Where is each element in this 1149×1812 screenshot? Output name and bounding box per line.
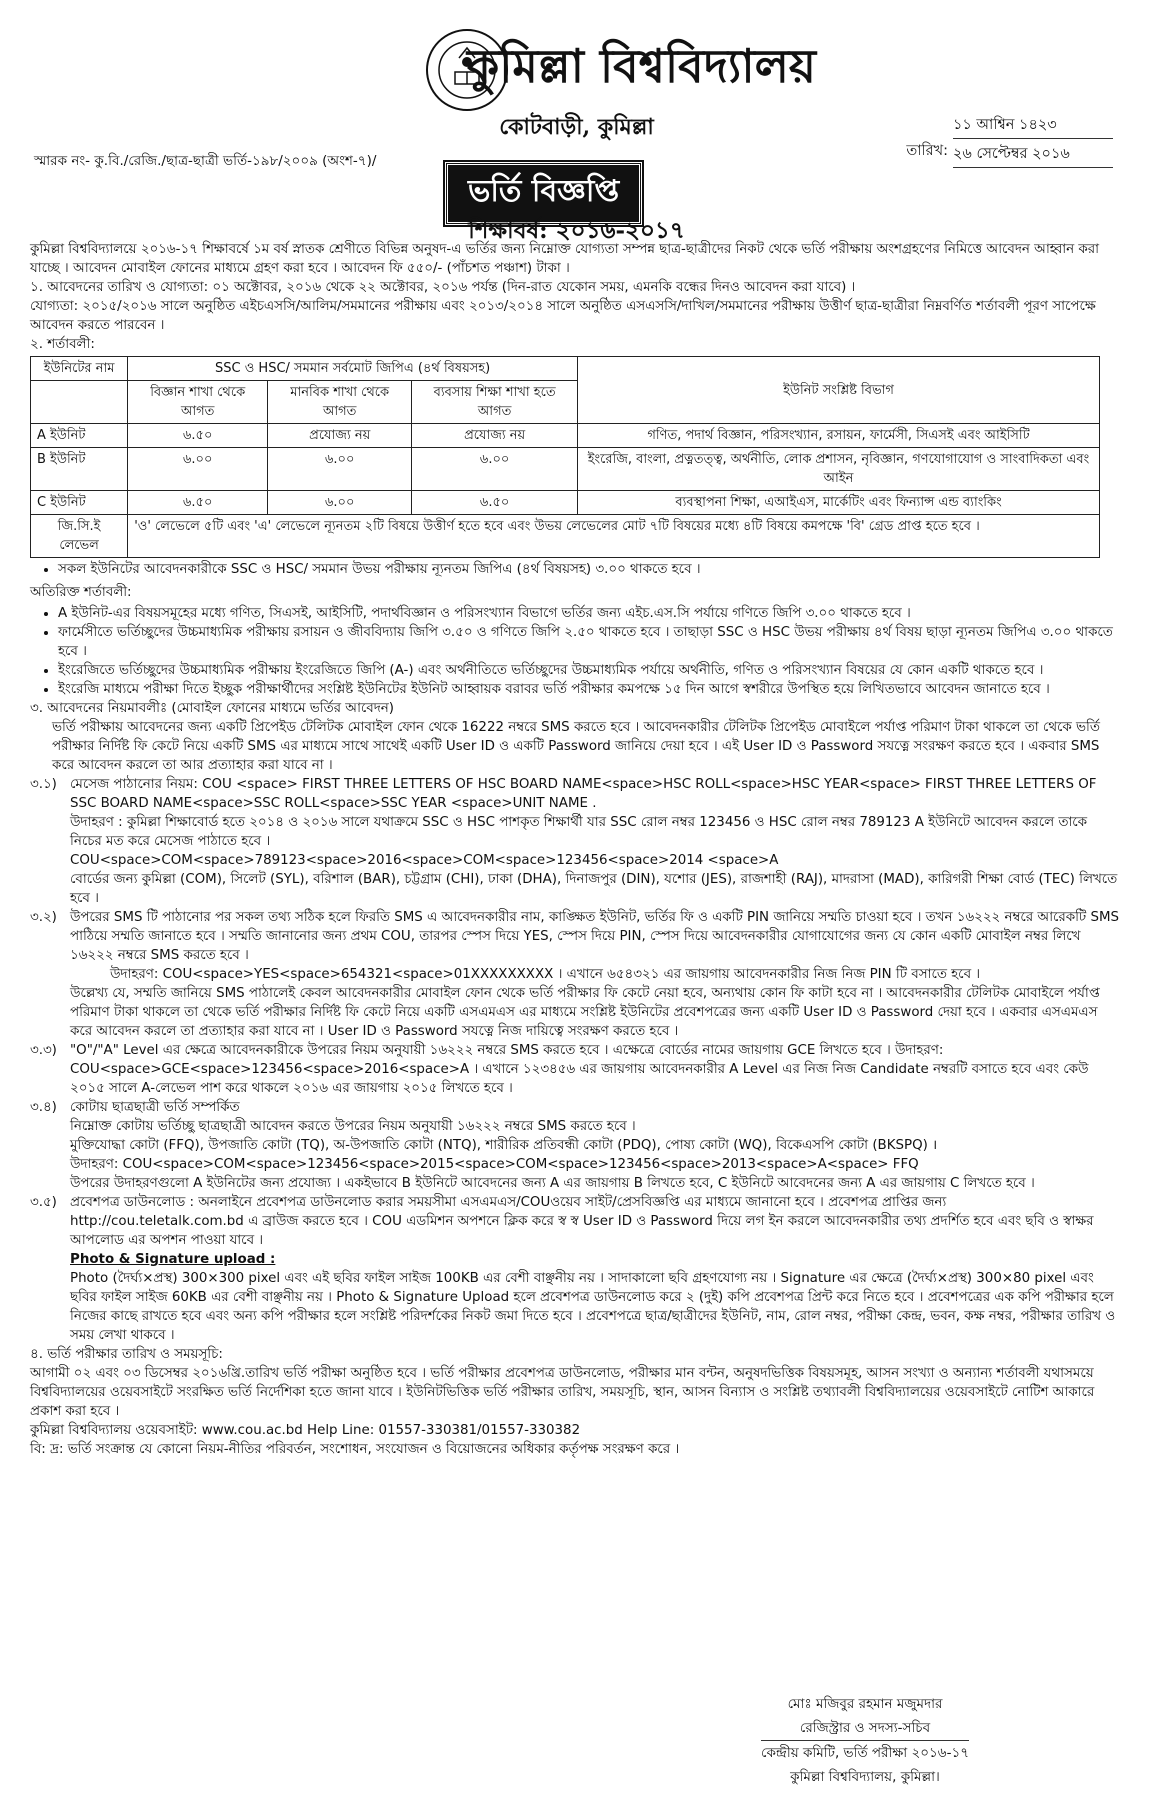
quota-title: কোটায় ছাত্রছাত্রী ভর্তি সম্পর্কিত	[70, 1100, 240, 1115]
section-3-body: ভর্তি পরীক্ষায় আবেদনের জন্য একটি প্রিপেইড টেলিটক মোবাইল ফোন থেকে 16222 নম্বরে SMS করতে হবে । আবেদনকারীর টেলিটক প্রিপেইড মোবাইলে পর্যাপ্ত পরিমাণ টাকা থাকলে তা থেকে ভর্তি পরীক্ষার নির্দিষ্ট ফি কেটে নিয়ে একটি SMS এর মাধ্যমে সাথে সাথেই একটি User ID ও একটি Password জানিয়ে দেয়া হবে । এই User ID ও Password সযত্নে সংরক্ষণ করতে হবে । একবার SMS করে আবেদন করলে তা আর প্রত্যাহার করা যাবে না ।	[52, 720, 1100, 773]
section-number: ৩.৫)	[30, 1195, 57, 1210]
board-codes: বোর্ডের জন্য কুমিল্লা (COM), সিলেট (SYL), বরিশাল (BAR), চট্টগ্রাম (CHI), ঢাকা (DHA), দিনাজপুর (DIN), যশোর (JES), রাজশাহী (RAJ), মাদরাসা (MAD), কারিগরী শিক্ষা বোর্ড (TEC) লিখতে হবে ।	[70, 872, 1118, 906]
cell-humanities: ৬.০০	[268, 448, 412, 491]
cell-science: ৬.৫০	[128, 491, 268, 515]
photo-upload-title: Photo & Signature upload :	[70, 1252, 276, 1267]
signatory-name: মোঃ মজিবুর রহমান মজুমদার	[787, 1696, 943, 1712]
confirm-instruction: উপরের SMS টি পাঠানোর পর সকল তথ্য সঠিক হলে ফিরতি SMS এ আবেদনকারীর নাম, কাঙ্ক্ষিত ইউনিট, ভর্তির ফি ও একটি PIN জানিয়ে সম্মতি চাওয়া হবে । তখন ১৬২২২ নম্বরে আরেকটি SMS পাঠিয়ে সম্মতি জানাতে হবে । সম্মতি জানানোর জন্য প্রথম COU, তারপর স্পেস দিয়ে YES, স্পেস দিয়ে PIN, স্পেস দিয়ে আবেদনকারীর যোগাযোগের জন্য যে কোন একটি মোবাইল নম্বর লিখে ১৬২২২ নম্বরে SMS করতে হবে ।	[70, 910, 1120, 963]
cell-unit: B ইউনিট	[31, 448, 128, 491]
cell-unit: A ইউনিট	[31, 424, 128, 448]
date-block	[906, 112, 1113, 170]
section-number: ৩.৩)	[30, 1043, 57, 1058]
table-row	[31, 515, 1100, 558]
document-body	[30, 240, 1123, 1459]
date-english: ২৬ সেপ্টেম্বর ২০১৬	[953, 141, 1113, 168]
academic-session: শিক্ষাবর্ষ: ২০১৬-২০১৭	[468, 217, 685, 244]
section-3-2	[30, 908, 1123, 1041]
th-science: বিজ্ঞান শাখা থেকে আগত	[128, 381, 268, 424]
intro-paragraph: কুমিল্লা বিশ্ববিদ্যালয়ে ২০১৬-১৭ শিক্ষাবর্ষে ১ম বর্ষ স্নাতক শ্রেণীতে বিভিন্ন অনুষদ-এ ভর্তির জন্য নিম্নোক্ত যোগ্যতা সম্পন্ন ছাত্র-ছাত্রীদের নিকট থেকে ভর্তি পরীক্ষায় অংশগ্রহণের নিমিত্তে আবেদন আহ্বান করা যাচ্ছে । আবেদন মোবাইল ফোনের মাধ্যমে গ্রহণ করা হবে । আবেদন ফি ৫৫০/- (পাঁচশত পঞ্চাশ) টাকা ।	[30, 242, 1099, 276]
signatory-title: রেজিস্ট্রার ও সদস্য-সচিব	[799, 1720, 931, 1736]
cell-science: ৬.০০	[128, 448, 268, 491]
requirements-table	[30, 356, 1100, 558]
extra-conditions-title: অতিরিক্ত শর্তাবলী:	[30, 585, 132, 600]
cell-business: প্রযোজ্য নয়	[412, 424, 578, 448]
cell-humanities: ৬.০০	[268, 491, 412, 515]
notice-title: ভর্তি বিজ্ঞপ্তি	[445, 162, 642, 225]
header	[30, 22, 1123, 244]
university-name: কুমিল্লা বিশ্ববিদ্যালয়	[467, 39, 816, 93]
all-units-note: • সকল ইউনিটের আবেদনকারীকে SSC ও HSC/ সমমান উভয় পরীক্ষায় ন্যূনতম জিপিএ (৪র্থ বিষয়সহ) ৩.০০ থাকতে হবে ।	[58, 560, 1123, 579]
section-3-4	[30, 1098, 1123, 1193]
date-bangla: ১১ আশ্বিন ১৪২৩	[953, 112, 1113, 139]
cell-gce-text: 'ও' লেভেলে ৫টি এবং 'এ' লেভেলে ন্যূনতম ২টি বিষয়ে উত্তীর্ণ হতে হবে এবং উভয় লেভেলের মোট ৭টি বিষয়ের মধ্যে ৪টি বিষয়ে কমপক্ষে 'বি' গ্রেড প্রাপ্ত হতে হবে ।	[128, 515, 1100, 558]
sms-example: উদাহরণ : কুমিল্লা শিক্ষাবোর্ড হতে ২০১৪ ও ২০১৬ সালে যথাক্রমে SSC ও HSC পাশকৃত শিক্ষার্থী যার SSC রোল নম্বর 123456 ও HSC রোল নম্বর 789123 A ইউনিটে আবেদন করলে তাকে নিচের মত করে মেসেজ পাঠাতে হবে ।	[70, 815, 1088, 849]
cell-humanities: প্রযোজ্য নয়	[268, 424, 412, 448]
admit-card-download: প্রবেশপত্র ডাউনলোড : অনলাইনে প্রবেশপত্র ডাউনলোড করার সময়সীমা এসএমএস/COUওয়েব সাইট/প্রেসবিজ্ঞপ্তি এর মাধ্যমে জানানো হবে । প্রবেশপত্র প্রাপ্তির জন্য http://cou.teletalk.com.bd এ ব্রাউজ করতে হবে । COU এডমিশন অপশনে ক্লিক করে স্ব স্ব User ID ও Password দিয়ে লগ ইন করলে আবেদনকারীর তথ্য প্রদর্শিত হবে এবং ছবি ও স্বাক্ষর আপলোড এর অপশন পাওয়া যাবে ।	[70, 1195, 1094, 1248]
section-3-1	[30, 775, 1123, 908]
table-row	[31, 424, 1100, 448]
th-gpa: SSC ও HSC/ সমমান সর্বমোট জিপিএ (৪র্থ বিষয়সহ)	[128, 357, 578, 381]
cell-dept: গণিত, পদার্থ বিজ্ঞান, পরিসংখ্যান, রসায়ন, ফার্মেসী, সিএসই এবং আইসিটি	[578, 424, 1100, 448]
website-helpline: কুমিল্লা বিশ্ববিদ্যালয় ওয়েবসাইট: www.cou.ac.bd Help Line: 01557-330381/01557-330382	[30, 1423, 581, 1438]
confirm-example: উদাহরণ: COU<space>YES<space>654321<space>01XXXXXXXXX । এখানে ৬৫৪৩২১ এর জায়গায় আবেদনকারীর নিজ নিজ PIN টি বসাতে হবে ।	[110, 967, 981, 982]
cell-science: ৬.৫০	[128, 424, 268, 448]
cell-unit: C ইউনিট	[31, 491, 128, 515]
section-3-5	[30, 1193, 1123, 1250]
cell-dept: ব্যবস্থাপনা শিক্ষা, এআইএস, মার্কেটিং এবং ফিন্যান্স এন্ড ব্যাংকিং	[578, 491, 1100, 515]
date-label: তারিখ:	[906, 143, 948, 159]
table-row	[31, 448, 1100, 491]
section-number: ৩.২)	[30, 910, 57, 925]
extra-condition: • ইংরেজি মাধ্যমে পরীক্ষা দিতে ইচ্ছুক পরীক্ষার্থীদের সংশ্লিষ্ট ইউনিটের ইউনিট আহ্বায়ক বরাবর ভর্তি পরীক্ষার কমপক্ষে ১৫ দিন আগে স্বশরীরে উপস্থিত হয়ে লিখিতভাবে আবেদন জানাতে হবে ।	[58, 680, 1123, 699]
th-business: ব্যবসায় শিক্ষা শাখা হতে আগত	[412, 381, 578, 424]
committee-name: কেন্দ্রীয় কমিটি, ভর্তি পরীক্ষা ২০১৬-১৭	[761, 1740, 969, 1765]
section-4-title: ৪. ভর্তি পরীক্ষার তারিখ ও সময়সূচি:	[30, 1347, 223, 1362]
confirm-note: উল্লেখ্য যে, সম্মতি জানিয়ে SMS পাঠালেই কেবল আবেদনকারীর মোবাইল ফোন থেকে ভর্তি পরীক্ষার ফি কেটে নেয়া হবে, অন্যথায় কোন ফি কাটা হবে না । আবেদনকারীর টেলিটক মোবাইলে পর্যাপ্ত পরিমাণ টাকা থাকলে তা থেকে ভর্তি পরীক্ষার নির্দিষ্ট ফি কেটে নিয়ে একটি এসএমএস এর মাধ্যমে সংশ্লিষ্ট ইউনিটের প্রবেশপত্রের জন্য একটি User ID ও Password দেয়া হবে । একবার এসএমএস করে আবেদন করলে তা প্রত্যাহার করা যাবে না । User ID ও Password সযত্নে নিজ দায়িত্বে সংরক্ষণ করতে হবে ।	[70, 986, 1100, 1039]
quota-text: নিম্নোক্ত কোটায় ভর্তিচ্ছু ছাত্রছাত্রী আবেদন করতে উপরের নিয়ম অনুযায়ী ১৬২২২ নম্বরে SMS করতে হবে ।	[70, 1119, 636, 1134]
university-address: কোটবাড়ী, কুমিল্লা	[499, 114, 654, 140]
quota-example: উদাহরণ: COU<space>COM<space>123456<space>2015<space>COM<space>123456<space>2013<space>A<space> FFQ	[70, 1157, 919, 1172]
table-row	[31, 491, 1100, 515]
footnote: বি: দ্র: ভর্তি সংক্রান্ত যে কোনো নিয়ম-নীতির পরিবর্তন, সংশোধন, সংযোজন ও বিয়োজনের অধিকার কর্তৃপক্ষ সংরক্ষণ করে ।	[30, 1442, 680, 1457]
quota-note: উপরের উদাহরণগুলো A ইউনিটের জন্য প্রযোজ্য । একইভাবে B ইউনিটে আবেদনের জন্য A এর জায়গায় B লিখতে হবে, C ইউনিটে আবেদনের জন্য A এর জায়গায় C লিখতে হবে ।	[70, 1176, 1035, 1191]
th-unit: ইউনিটের নাম	[31, 357, 128, 381]
section-4-body: আগামী ০২ এবং ০৩ ডিসেম্বর ২০১৬খ্রি.তারিখ ভর্তি পরীক্ষা অনুষ্ঠিত হবে । ভর্তি পরীক্ষার প্রবেশপত্র ডাউনলোড, পরীক্ষার মান বন্টন, অনুষদভিত্তিক বিষয়সমূহ, আসন সংখ্যা ও অন্যান্য শর্তাবলী যথাসময়ে বিশ্ববিদ্যালয়ের ওয়েবসাইটে সংরক্ষিত ভর্তি নির্দেশিকা হতে জানা যাবে । ইউনিটভিত্তিক ভর্তি পরীক্ষার তারিখ, সময়সূচি, স্থান, আসন বিন্যাস ও সংশ্লিষ্ট তথ্যাবলী বিশ্ববিদ্যালয়ের ওয়েবসাইটে নোটিশ আকারে প্রকাশ করা হবে ।	[30, 1366, 1095, 1419]
cell-business: ৬.০০	[412, 448, 578, 491]
section-1: ১. আবেদনের তারিখ ও যোগ্যতা: ০১ অক্টোবর, ২০১৬ থেকে ২২ অক্টোবর, ২০১৬ পর্যন্ত (দিন-রাত যেকোন সময়, এমনকি বন্ধের দিনও আবেদন করা যাবে) ।	[30, 280, 856, 295]
th-dept: ইউনিট সংশ্লিষ্ট বিভাগ	[578, 357, 1100, 424]
sms-format: মেসেজ পাঠানোর নিয়ম: COU <space> FIRST THREE LETTERS OF HSC BOARD NAME<space>HSC ROLL<space>HSC YEAR<space> FIRST THREE LETTERS OF SSC BOARD NAME<space>SSC ROLL<space>SSC YEAR <space>UNIT NAME .	[70, 777, 1097, 811]
memo-number: স্মারক নং- কু.বি./রেজি./ছাত্র-ছাত্রী ভর্তি-১৯৮/২০০৯ (অংশ-৭)/	[34, 153, 377, 169]
extra-condition: • A ইউনিট-এর বিষয়সমূহের মধ্যে গণিত, সিএসই, আইসিটি, পদার্থবিজ্ঞান ও পরিসংখ্যান বিভাগে ভর্তির জন্য এইচ.এস.সি পর্যায়ে গণিতে জিপি ৩.০০ থাকতে হবে ।	[58, 604, 1123, 623]
th-humanities: মানবিক শাখা থেকে আগত	[268, 381, 412, 424]
eligibility-paragraph: যোগ্যতা: ২০১৫/২০১৬ সালে অনুষ্ঠিত এইচএসসি/আলিম/সমমানের পরীক্ষায় এবং ২০১৩/২০১৪ সালে অনুষ্ঠিত এসএসসি/দাখিল/সমমানের পরীক্ষায় উত্তীর্ণ ছাত্র-ছাত্রীরা নিম্নবর্ণিত শর্তাবলী পূরণ সাপেক্ষে আবেদন করতে পারবেন ।	[30, 299, 1096, 333]
cell-business: ৬.৫০	[412, 491, 578, 515]
cell-dept: ইংরেজি, বাংলা, প্রত্নতত্ত্ব, অর্থনীতি, লোক প্রশাসন, নৃবিজ্ঞান, গণযোগাযোগ ও সাংবাদিকতা এবং আইন	[578, 448, 1100, 491]
extra-condition: • ইংরেজিতে ভর্তিচ্ছুদের উচ্চমাধ্যমিক পরীক্ষায় ইংরেজিতে জিপি (A-) এবং অর্থনীতিতে ভর্তিচ্ছুদের উচ্চমাধ্যমিক পর্যায়ে অর্থনীতি, গণিত ও পরিসংখ্যান বিষয়ের যে কোন একটি থাকতে হবে ।	[58, 661, 1123, 680]
photo-upload-body: Photo (দৈর্ঘ্য×প্রস্থ) 300×300 pixel এবং এই ছবির ফাইল সাইজ 100KB এর বেশী বাঞ্ছনীয় নয় । সাদাকালো ছবি গ্রহণযোগ্য নয় । Signature এর ক্ষেত্রে (দৈর্ঘ্য×প্রস্থ) 300×80 pixel এবং ছবির ফাইল সাইজ 60KB এর বেশী বাঞ্ছনীয় নয় । Photo & Signature Upload হলে প্রবেশপত্র ডাউনলোড করে ২ (দুই) কপি প্রবেশপত্র প্রিন্ট করে নিতে হবে । প্রবেশপত্রের এক কপি পরীক্ষার হলে নিজের কাছে রাখতে হবে এবং অন্য কপি পরীক্ষার হলে সংশ্লিষ্ট পরিদর্শকের নিকট জমা দিতে হবে । প্রবেশপত্রে ছাত্র/ছাত্রীদের ইউনিট, নাম, রোল নম্বর, পরীক্ষা কেন্দ্র, ভবন, কক্ষ নম্বর, পরীক্ষার তারিখ ও সময় লেখা থাকবে ।	[70, 1271, 1116, 1343]
gce-instruction: "O"/"A" Level এর ক্ষেত্রে আবেদনকারীকে উপরের নিয়ম অনুযায়ী ১৬২২২ নম্বরে SMS করতে হবে । এক্ষেত্রে বোর্ডের নামের জায়গায় GCE লিখতে হবে । উদাহরণ: COU<space>GCE<space>123456<space>2016<space>A । এখানে ১২৩৪৫৬ এর জায়গায় আবেদনকারীর A Level এর নিজ নিজ Candidate নম্বরটি বসাতে হবে এবং কেউ ২০১৫ সালে A-লেভেল পাশ করে থাকলে ২০১৬ এর জায়গায় ২০১৫ লিখতে হবে ।	[70, 1043, 1089, 1096]
signatory-org: কুমিল্লা বিশ্ববিদ্যালয়, কুমিল্লা।	[790, 1769, 940, 1785]
cell-gce-label: জি.সি.ই লেভেল	[31, 515, 128, 558]
signature-block	[761, 1692, 969, 1789]
quota-list: মুক্তিযোদ্ধা কোটা (FFQ), উপজাতি কোটা (TQ), অ-উপজাতি কোটা (NTQ), শারীরিক প্রতিবন্ধী কোটা (PDQ), পোষ্য কোটা (WQ), বিকেএসপি কোটা (BKSPQ) ।	[70, 1138, 938, 1153]
section-number: ৩.৪)	[30, 1100, 57, 1115]
section-number: ৩.১)	[30, 777, 57, 792]
sms-example-code: COU<space>COM<space>789123<space>2016<space>COM<space>123456<space>2014 <space>A	[70, 853, 779, 868]
section-3-3	[30, 1041, 1123, 1098]
section-2-title: ২. শর্তাবলী:	[30, 337, 95, 352]
extra-condition: • ফার্মেসীতে ভর্তিচ্ছুদের উচ্চমাধ্যমিক পরীক্ষায় রসায়ন ও জীববিদ্যায় জিপি ৩.৫০ ও গণিতে জিপি ২.৫০ থাকতে হবে । তাছাড়া SSC ও HSC উভয় পরীক্ষায় ৪র্থ বিষয় ছাড়া ন্যূনতম জিপিএ ৩.০০ থাকতে হবে ।	[58, 623, 1123, 661]
section-3-title: ৩. আবেদনের নিয়মাবলীঃ (মোবাইল ফোনের মাধ্যমে ভর্তির আবেদন)	[30, 701, 394, 716]
